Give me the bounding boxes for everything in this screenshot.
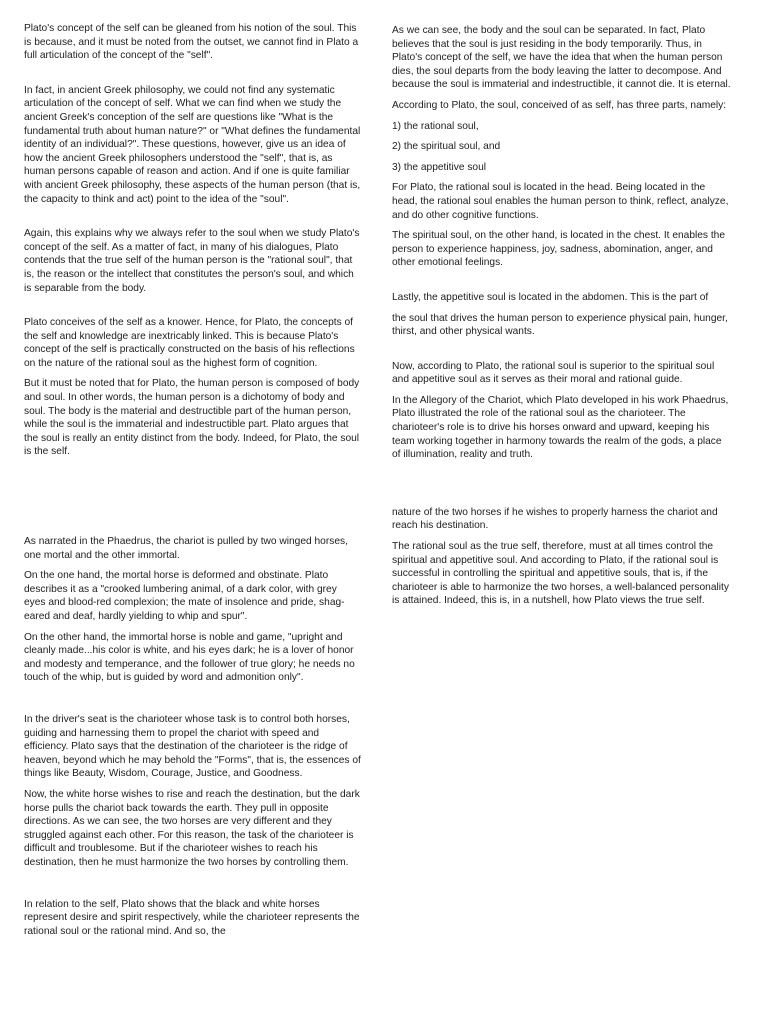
paragraph: Now, according to Plato, the rational soul is superior to the spiritual soul and appetitive soul as it serves as their moral and rational guide.	[392, 360, 715, 386]
left-column	[24, 22, 361, 945]
paragraph: the soul that drives the human person to experience physical pain, hunger, thirst, and other physical wants.	[392, 312, 728, 338]
paragraph: On the one hand, the mortal horse is deformed and obstinate. Plato describes it as a "crooked lumbering animal, of a dark color, with grey eyes and blood-red complexion; the mate of insolence and pride, shag- eared and deaf, hardly yielding to whip and spur".	[24, 570, 345, 622]
paragraph: Plato conceives of the self as a knower. Hence, for Plato, the concepts of the self and knowledge are inextricably linked. This is because Plato's concept of the self is practically constructed on the basis of his reflections on the nature of the rational soul as the highest form of cognition.	[24, 317, 355, 369]
paragraph: As narrated in the Phaedrus, the chariot is pulled by two winged horses, one mortal and the other immortal.	[24, 536, 348, 561]
paragraph: Again, this explains why we always refer to the soul when we study Plato's concept of the self. As a matter of fact, in many of his dialogues, Plato contends that the true self of the human person is the "rational soul", that is, the reason or the intellect that constitutes the person's soul, and which is separable from the body.	[24, 228, 360, 294]
list-item: 1) the rational soul,	[392, 120, 479, 132]
paragraph: The rational soul as the true self, therefore, must at all times control the spiritual and appetitive soul. And according to Plato, if the rational soul is successful in controlling the spiritual and appetitive souls, that is, if the charioteer is able to harmonize the two horses, a well-balanced personality is attained. Indeed, this is, in a nutshell, how Plato views the true self.	[392, 541, 729, 607]
list-item: 3) the appetitive soul	[392, 161, 487, 173]
paragraph: According to Plato, the soul, conceived of as self, has three parts, namely:	[392, 99, 727, 111]
paragraph: But it must be noted that for Plato, the human person is composed of body and soul. In other words, the human person is a dichotomy of body and soul. The body is the material and destructible part of the human person, while the soul is the immaterial and indestructible part. Plato argues that the soul is really an entity distinct from the body. Indeed, for Plato, the soul is the self.	[24, 378, 360, 458]
paragraph: Plato's concept of the self can be gleaned from his notion of the soul. This is because, and it must be noted from the outset, we cannot find in Plato a full articulation of the concept of the "self".	[24, 23, 359, 62]
paragraph: As we can see, the body and the soul can be separated. In fact, Plato believes that the soul is just residing in the body temporarily. Thus, in Plato's concept of the self, we have the idea that when the human person dies, the soul departs from the body leaving the latter to decompose. And because the soul is immaterial and indestructible, it cannot die. It is eternal.	[392, 25, 731, 91]
paragraph: In relation to the self, Plato shows that the black and white horses represent desire and spirit respectively, while the charioteer represents the rational soul or the rational mind. And so, the	[24, 898, 360, 937]
paragraph: In fact, in ancient Greek philosophy, we could not find any systematic articulation of the concept of self. What we can find when we study the ancient Greek's conception of the self are questions like "What is the fundamental truth about human nature?" or "What defines the fundamental identity of an individual?". These questions, however, give us an idea of how the ancient Greek philosophers understood the "self", that is, as human persons capable of reason and action. And if one is quite familiar with ancient Greek philosophy, these aspects of the human person (that is, the capacity to think and act) point to the idea of the "soul".	[24, 84, 361, 205]
list-item: 2) the spiritual soul, and	[392, 141, 501, 153]
paragraph: nature of the two horses if he wishes to properly harness the chariot and reach his destination.	[392, 506, 718, 532]
paragraph: In the Allegory of the Chariot, which Plato developed in his work Phaedrus, Plato illustrated the role of the rational soul as the charioteer. The charioteer's role is to drive his horses onward and upward, keeping his team working together in harmony towards the realm of the gods, a place of illumination, reality and truth.	[392, 394, 729, 461]
paragraph: On the other hand, the immortal horse is noble and game, "upright and cleanly made...his color is white, and his eyes dark; he is a lover of honor and modesty and temperance, and the follower of true glory; he needs no touch of the whip, but is guided by word and admonition only".	[24, 631, 355, 684]
paragraph: In the driver's seat is the charioteer whose task is to control both horses, guiding and harnessing them to propel the chariot with speed and efficiency. Plato says that the destination of the charioteer is the ridge of heaven, beyond which he may behold the "Forms", that is, the essences of things like Beauty, Wisdom, Courage, Justice, and Goodness.	[24, 713, 361, 780]
paragraph: For Plato, the rational soul is located in the head. Being located in the head, the rational soul enables the human person to think, reflect, analyze, and do other cognitive functions.	[392, 182, 729, 221]
paragraph: Lastly, the appetitive soul is located in the abdomen. This is the part of	[392, 291, 709, 303]
paragraph: Now, the white horse wishes to rise and reach the destination, but the dark horse pulls the chariot back towards the earth. They pull in opposite directions. As we can see, the two horses are very different and they struggled against each other. For this reason, the task of the charioteer is difficult and troublesome. But if the charioteer wishes to reach his destination, then he must harmonize the two horses by controlling them.	[24, 788, 360, 868]
right-column	[392, 24, 732, 615]
paragraph: The spiritual soul, on the other hand, is located in the chest. It enables the person to experience happiness, joy, sadness, abomination, anger, and other emotional feelings.	[392, 230, 725, 269]
